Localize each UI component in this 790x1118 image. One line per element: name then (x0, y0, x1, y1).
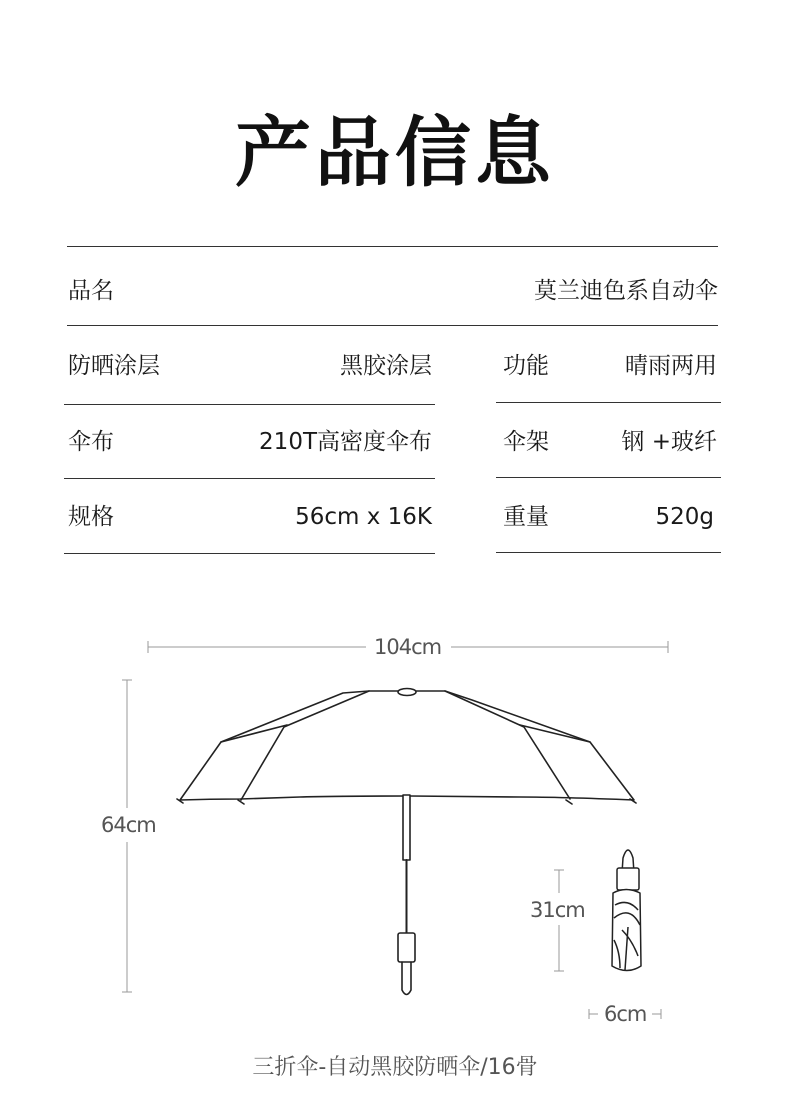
spec-right-value-function: 晴雨两用 (625, 353, 717, 379)
spec-right-label-function: 功能 (503, 353, 549, 379)
spec-left-label-size: 规格 (68, 504, 114, 530)
spec-right-label-weight: 重量 (503, 504, 549, 530)
open-width-label: 104cm (374, 635, 442, 659)
product-caption: 三折伞-自动黑胶防晒伞/16骨 (252, 1055, 538, 1080)
page-title: 产品信息 (235, 108, 555, 197)
spec-left-value-coating: 黑胶涂层 (340, 353, 432, 379)
spec-left-value-fabric: 210T高密度伞布 (259, 429, 432, 455)
product-name-value: 莫兰迪色系自动伞 (534, 278, 718, 304)
spec-left-label-fabric: 伞布 (68, 429, 114, 455)
spec-right-label-frame: 伞架 (503, 429, 549, 455)
open-umbrella-icon (177, 689, 636, 995)
open-height-label: 64cm (101, 813, 156, 837)
product-name-label: 品名 (68, 278, 114, 304)
folded-umbrella-icon (612, 850, 641, 971)
folded-length-label: 31cm (530, 898, 585, 922)
spec-right-value-frame: 钢 +玻纤 (621, 429, 717, 455)
folded-width-label: 6cm (604, 1002, 647, 1026)
spec-left-value-size: 56cm x 16K (295, 504, 432, 530)
spec-right-value-weight: 520g (655, 504, 714, 530)
spec-left-label-coating: 防晒涂层 (68, 353, 160, 379)
